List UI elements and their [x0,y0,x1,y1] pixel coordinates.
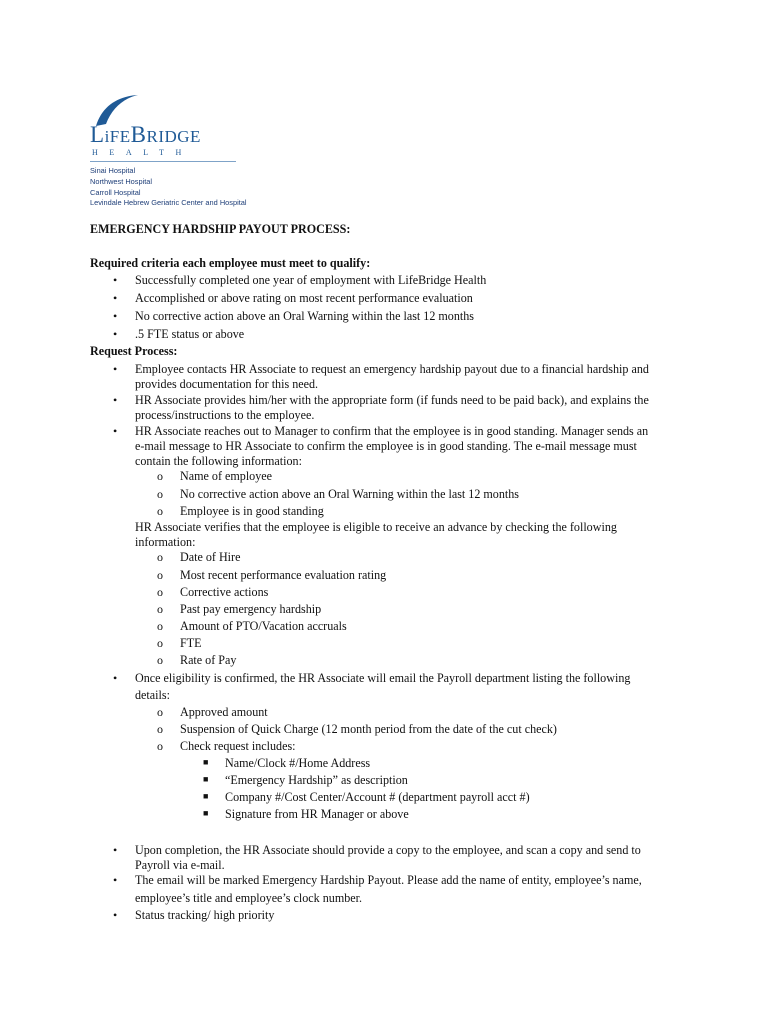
logo-wordmark: LiFEBRIDGE [90,122,201,147]
hospital-name: Carroll Hospital [90,187,141,197]
logo-divider [90,161,236,162]
sub-bullet-icon: o [157,705,163,719]
step-text: Once eligibility is confirmed, the HR Associate will email the Payroll department listing the following [135,671,631,685]
sub-item: Date of Hire [180,550,241,564]
bullet-icon: • [113,309,118,323]
step-text: employee’s title and employee’s clock number. [135,891,363,905]
bullet-icon: • [113,843,118,857]
sub-bullet-icon: o [157,722,163,736]
hospital-name: Sinai Hospital [90,166,136,175]
bullet-icon: • [113,291,118,305]
sub-bullet-icon: o [157,619,163,633]
sub-bullet-icon: o [157,739,163,753]
sub-item: Name of employee [180,469,273,483]
hospital-list [90,166,247,209]
bullet-icon: • [113,362,118,376]
sub-item: No corrective action above an Oral Warning within the last 12 months [180,487,520,501]
sub-bullet-icon: o [157,585,163,599]
sub-item: FTE [180,636,202,650]
hospital-name: Levindale Hebrew Geriatric Center and Hospital [90,198,247,208]
square-bullet-icon: ■ [203,791,209,801]
criteria-heading: Required criteria each employee must meet to qualify: [90,256,371,270]
sub-item: Most recent performance evaluation rating [180,568,387,582]
step-text: details: [135,688,170,702]
criteria-item: Successfully completed one year of employment with LifeBridge Health [135,273,487,287]
lifebridge-logo [90,92,250,210]
bullet-icon: • [113,873,118,887]
sub-item: Check request includes: [180,739,296,753]
sub-bullet-icon: o [157,487,163,501]
square-bullet-icon: ■ [203,774,209,784]
sub-bullet-icon: o [157,602,163,616]
bullet-icon: • [113,424,118,438]
sub-item: Approved amount [180,705,268,719]
step-text: provides documentation for this need. [135,377,319,391]
sub-bullet-icon: o [157,504,163,518]
step-text: The email will be marked Emergency Hardship Payout. Please add the name of entity, employee’s name, [135,873,642,887]
criteria-item: No corrective action above an Oral Warning within the last 12 months [135,309,475,323]
bullet-icon: • [113,908,118,922]
sub-bullet-icon: o [157,653,163,667]
sub-item: Amount of PTO/Vacation accruals [180,619,347,633]
step-text: Upon completion, the HR Associate should provide a copy to the employee, and scan a copy and send to [135,843,641,857]
sub-item: Past pay emergency hardship [180,602,322,616]
hospital-name: Northwest Hospital [90,176,153,186]
square-bullet-icon: ■ [203,808,209,818]
step-text: HR Associate provides him/her with the appropriate form (if funds need to be paid back), and explains the [135,393,649,407]
step-text: Status tracking/ high priority [135,908,275,922]
check-item: Name/Clock #/Home Address [225,756,371,770]
check-item: Company #/Cost Center/Account # (department payroll acct #) [225,790,530,804]
sub-item: Corrective actions [180,585,269,599]
square-bullet-icon: ■ [203,757,209,767]
bullet-icon: • [113,671,118,685]
step-text: information: [135,535,196,549]
check-item: “Emergency Hardship” as description [225,773,408,787]
criteria-item: .5 FTE status or above [135,327,245,341]
bullet-icon: • [113,393,118,407]
criteria-item: Accomplished or above rating on most recent performance evaluation [135,291,473,305]
sub-bullet-icon: o [157,469,163,483]
document-title: EMERGENCY HARDSHIP PAYOUT PROCESS: [90,222,351,236]
sub-item: Suspension of Quick Charge (12 month period from the date of the cut check) [180,722,557,736]
step-text: process/instructions to the employee. [135,408,315,422]
step-text: contain the following information: [135,454,302,468]
step-text: Payroll via e-mail. [135,858,225,872]
sub-item: Rate of Pay [180,653,237,667]
sub-bullet-icon: o [157,636,163,650]
step-text: HR Associate reaches out to Manager to confirm that the employee is in good standing. Manager sends an [135,424,649,438]
request-heading: Request Process: [90,344,178,358]
bullet-icon: • [113,273,118,287]
sub-item: Employee is in good standing [180,504,324,518]
bullet-icon: • [113,327,118,341]
step-text: Employee contacts HR Associate to request an emergency hardship payout due to a financial hardship and [135,362,649,376]
step-text: e-mail message to HR Associate to confirm the employee is in good standing. The e-mail message must [135,439,637,453]
logo-health-text: HEALTH [92,148,193,157]
check-item: Signature from HR Manager or above [225,807,409,821]
sub-bullet-icon: o [157,568,163,582]
sub-bullet-icon: o [157,550,163,564]
step-text: HR Associate verifies that the employee is eligible to receive an advance by checking the following [135,520,617,534]
